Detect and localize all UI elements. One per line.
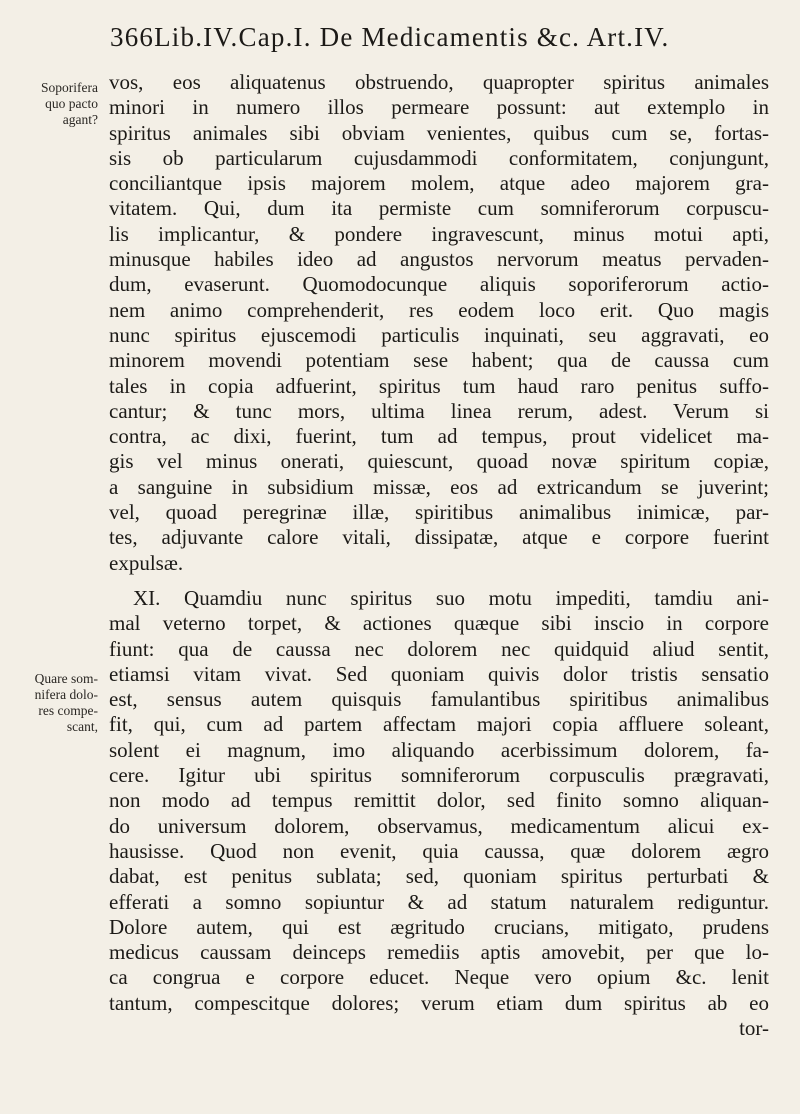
text-line: nunc spiritus ejuscemodi particulis inquinati, seu aggravati, eo [109,322,769,347]
text-line: minorem movendi potentiam sese habent; qua de caussa cum [109,348,769,373]
text-line: etiamsi vitam vivat. Sed quoniam quivis dolor tristis sensatio [109,661,769,686]
text-line: minori in numero illos permeare possunt: aut extemplo in [109,95,769,120]
text-line: medicus caussam deinceps remediis aptis amovebit, per que lo- [109,940,769,965]
text-line: tes, adjuvante calore vitali, dissipatæ, atque e corpore fuerint [109,525,769,550]
marginal-note-line: quo pacto [45,96,98,111]
text-line: fit, qui, cum ad partem affectam majori copia affluere soleant, [109,712,769,737]
text-line: vos, eos aliquatenus obstruendo, quapropter spiritus animales [109,70,769,94]
text-line: ca congrua e corpore educet. Neque vero opium &c. lenit [109,965,769,990]
marginal-note-line: scant, [66,719,98,734]
catchword: tor- [739,1015,769,1040]
marginal-note-line: Quare som- [34,671,98,686]
text-line: dabat, est penitus sublata; sed, quoniam spiritus perturbati & [109,864,769,889]
text-line: vitatem. Qui, dum ita permiste cum somniferorum corpuscu- [109,196,769,221]
marginal-note-somnifera [0,671,98,735]
marginal-note-line: agant? [62,112,98,127]
text-line: fiunt: qua de caussa nec dolorem nec quidquid aliud sentit, [109,636,769,661]
marginal-note-line: nifera dolo- [34,687,98,702]
paragraph-1 [109,70,769,576]
marginal-note-soporifera [0,80,98,128]
text-line: cantur; & tunc mors, ultima linea rerum, adest. Verum si [109,398,769,423]
marginal-note-line: res compe- [38,703,98,718]
running-head: 366Lib.IV.Cap.I. De Medicamentis &c. Art.IV. [110,22,670,52]
text-line: efferati a somno sopiuntur & ad statum naturalem rediguntur. [109,889,769,914]
text-line: XI. Quamdiu nunc spiritus suo motu impediti, tamdiu ani- [133,585,769,610]
text-line: tantum, compescitque dolores; verum etiam dum spiritus ab eo [109,990,769,1015]
text-line: contra, ac dixi, fuerint, tum ad tempus, prout videlicet ma- [109,424,769,449]
text-line: solent ei magnum, imo aliquando acerbissimum dolorem, fa- [109,737,769,762]
text-line: do universum dolorem, observamus, medicamentum alicui ex- [109,813,769,838]
text-line: expulsæ. [109,550,184,575]
body-text [109,70,769,1041]
paragraph-2 [109,586,769,1041]
text-line: Dolore autem, qui est ægritudo crucians, mitigato, prudens [109,914,769,939]
text-line: vel, quoad peregrinæ illæ, spiritibus animalibus inimicæ, par- [109,500,769,525]
text-line: tales in copia adfuerint, spiritus tum haud raro penitus suffo- [109,373,769,398]
text-line: non modo ad tempus remittit dolor, sed finito somno aliquan- [109,788,769,813]
text-line: mal veterno torpet, & actiones quæque sibi inscio in corpore [109,611,769,636]
text-line: nem animo comprehenderit, res eodem loco erit. Quo magis [109,297,769,322]
text-line: dum, evaserunt. Quomodocunque aliquis soporiferorum actio- [109,272,769,297]
text-line: lis implicantur, & pondere ingravescunt, minus motui apti, [109,221,769,246]
text-line: cere. Igitur ubi spiritus somniferorum corpusculis prægravati, [109,763,769,788]
marginal-note-line: Soporifera [41,80,98,95]
text-line: a sanguine in subsidium missæ, eos ad extricandum se juverint; [109,474,769,499]
text-line: conciliantque ipsis majorem molem, atque adeo majorem gra- [109,171,769,196]
text-line: sis ob particularum cujusdammodi conformitatem, conjungunt, [109,145,769,170]
text-line: est, sensus autem quisquis famulantibus spiritibus animalibus [109,687,769,712]
text-line: gis vel minus onerati, quiescunt, quoad novæ spiritum copiæ, [109,449,769,474]
text-line: minusque habiles ideo ad angustos nervorum meatus pervaden- [109,247,769,272]
text-line: spiritus animales sibi obviam venientes, quibus cum se, fortas- [109,120,769,145]
text-line: hausisse. Quod non evenit, quia caussa, quæ dolorem ægro [109,838,769,863]
